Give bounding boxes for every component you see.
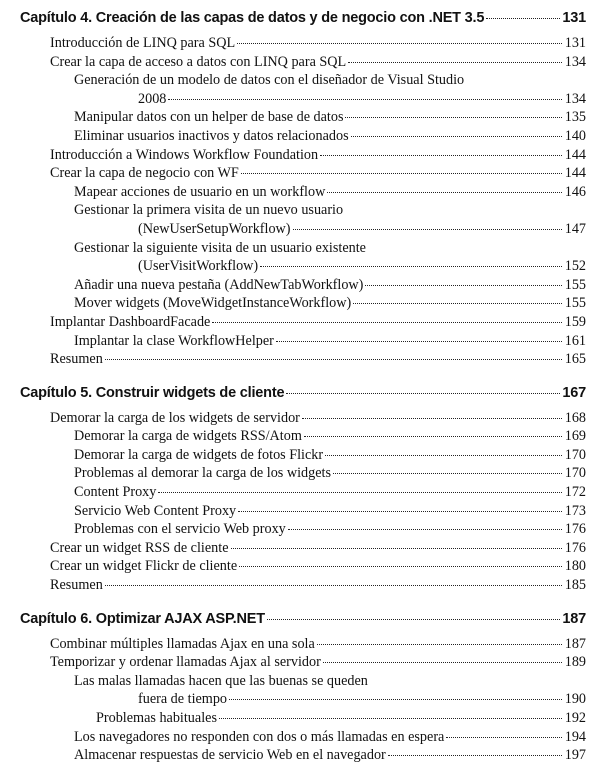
entry-title: Las malas llamadas hacen que las buenas se queden (74, 672, 368, 689)
entry-title: Gestionar la primera visita de un nuevo usuario (74, 202, 344, 219)
entry-page-number: 135 (564, 109, 586, 126)
dot-leader (105, 585, 562, 586)
entry-title: Mapear acciones de usuario en un workflow (74, 183, 326, 200)
entry-title: Content Proxy (74, 484, 157, 501)
entry-page-number: 155 (564, 295, 586, 312)
entry-page-number: 185 (564, 577, 586, 594)
entry-page-number: 159 (564, 313, 586, 330)
dot-leader (212, 322, 562, 323)
entry-page-number: 190 (564, 691, 586, 708)
dot-leader (353, 303, 562, 304)
entry-title: Manipular datos con un helper de base de datos (74, 109, 344, 126)
entry-page-number: 170 (564, 446, 586, 463)
entry-title: Demorar la carga de los widgets de servidor (50, 409, 300, 426)
dot-leader (288, 529, 562, 530)
chapter-heading[interactable] (20, 383, 586, 403)
toc-entry[interactable] (20, 446, 586, 465)
entry-page-number: 161 (564, 332, 586, 349)
chapter-section (20, 383, 586, 595)
toc-entry[interactable] (20, 539, 586, 558)
entry-page-number: 168 (564, 409, 586, 426)
entry-page-number: 152 (564, 258, 586, 275)
entry-title: Crear la capa de acceso a datos con LINQ para SQL (50, 53, 347, 70)
entry-title: Combinar múltiples llamadas Ajax en una sola (50, 635, 315, 652)
toc-entry[interactable] (20, 502, 586, 521)
toc-entry[interactable] (20, 653, 586, 672)
chapter-page-number: 131 (562, 10, 586, 26)
entry-page-number: 140 (564, 127, 586, 144)
toc-entry[interactable] (20, 746, 586, 765)
toc-entry[interactable] (20, 164, 586, 183)
toc-entry[interactable] (20, 34, 586, 53)
toc-entry[interactable] (20, 201, 586, 220)
toc-entry[interactable] (20, 409, 586, 428)
chapter-title: Capítulo 6. Optimizar AJAX ASP.NET (20, 610, 265, 627)
dot-leader (446, 737, 562, 738)
dot-leader (158, 492, 562, 493)
chapter-title: Capítulo 5. Construir widgets de cliente (20, 384, 285, 401)
toc-entry[interactable] (20, 127, 586, 146)
entry-page-number: 134 (564, 90, 586, 107)
entry-title: Problemas habituales (96, 710, 217, 726)
dot-leader (260, 266, 562, 267)
chapter-page-number: 187 (562, 610, 586, 627)
toc-entry-continuation[interactable] (20, 90, 586, 109)
entry-page-number: 155 (564, 276, 586, 293)
entry-page-number: 134 (564, 53, 586, 70)
chapter-section (20, 8, 586, 369)
entry-title: Temporizar y ordenar llamadas Ajax al servidor (50, 654, 321, 671)
toc-entry[interactable] (20, 728, 586, 747)
dot-leader (351, 136, 562, 137)
chapter-heading[interactable] (20, 8, 586, 28)
entry-title: Los navegadores no responden con dos o más llamadas en espera (74, 728, 445, 745)
entry-page-number: 146 (564, 183, 586, 200)
toc-entry-continuation[interactable] (20, 690, 586, 709)
dot-leader (320, 155, 562, 156)
entry-title: Crear un widget Flickr de cliente (50, 558, 238, 575)
entry-page-number: 147 (564, 220, 586, 237)
dot-leader (241, 173, 562, 174)
entry-page-number: 176 (564, 539, 586, 556)
dot-leader (237, 43, 562, 44)
dot-leader (345, 117, 562, 118)
entry-page-number: 192 (564, 710, 586, 726)
entry-title-continuation: fuera de tiempo (138, 691, 228, 708)
entry-page-number: 131 (564, 35, 586, 51)
dot-leader (286, 393, 560, 394)
dot-leader (239, 566, 562, 567)
entry-title: Crear un widget RSS de cliente (50, 539, 229, 556)
entry-title: Mover widgets (MoveWidgetInstanceWorkflow) (74, 295, 352, 312)
entry-title: Problemas al demorar la carga de los widgets (74, 465, 332, 482)
entry-title: Problemas con el servicio Web proxy (74, 521, 286, 538)
chapter-section (20, 609, 586, 765)
toc-entry[interactable] (20, 108, 586, 127)
dot-leader (348, 62, 562, 63)
entry-page-number: 144 (564, 146, 586, 163)
dot-leader (267, 619, 561, 620)
entry-page-number: 173 (564, 502, 586, 519)
dot-leader (168, 99, 562, 100)
toc-entry[interactable] (20, 71, 586, 90)
entry-title: Implantar DashboardFacade (50, 313, 211, 330)
dot-leader (293, 229, 562, 230)
toc-entry-continuation[interactable] (20, 257, 586, 276)
entry-title: Implantar la clase WorkflowHelper (74, 332, 274, 349)
entry-page-number: 197 (564, 747, 586, 764)
entry-page-number: 187 (564, 635, 586, 652)
dot-leader (365, 285, 562, 286)
dot-leader (219, 718, 562, 719)
toc-entry[interactable] (20, 427, 586, 446)
entry-title: Demorar la carga de widgets RSS/Atom (74, 428, 302, 445)
toc-entry[interactable] (20, 483, 586, 502)
entry-page-number: 165 (564, 351, 586, 368)
toc-entry[interactable] (20, 53, 586, 72)
chapter-heading[interactable] (20, 609, 586, 629)
entry-page-number: 194 (564, 728, 586, 745)
dot-leader (333, 473, 562, 474)
toc-entry[interactable] (20, 709, 586, 728)
toc-entry[interactable] (20, 464, 586, 483)
toc-entry[interactable] (20, 276, 586, 295)
entry-title-continuation: 2008 (138, 90, 167, 107)
dot-leader (327, 192, 562, 193)
entry-title: Eliminar usuarios inactivos y datos relacionados (74, 127, 349, 144)
entry-title: Introducción a Windows Workflow Foundation (50, 146, 319, 163)
dot-leader (105, 359, 562, 360)
dot-leader (323, 662, 562, 663)
toc-entry-continuation[interactable] (20, 220, 586, 239)
entry-title: Introducción de LINQ para SQL (50, 35, 236, 51)
entry-title-continuation: (NewUserSetupWorkflow) (138, 220, 291, 237)
toc-entry[interactable] (20, 313, 586, 332)
dot-leader (229, 699, 562, 700)
toc-entry[interactable] (20, 146, 586, 165)
entry-page-number: 170 (564, 465, 586, 482)
toc-entry[interactable] (20, 520, 586, 539)
toc-entry[interactable] (20, 557, 586, 576)
chapter-page-number: 167 (562, 384, 586, 401)
dot-leader (304, 436, 562, 437)
entry-page-number: 172 (564, 484, 586, 501)
dot-leader (317, 644, 562, 645)
entry-title: Generación de un modelo de datos con el diseñador de Visual Studio (74, 72, 465, 89)
toc-entry[interactable] (20, 332, 586, 351)
toc-entry[interactable] (20, 183, 586, 202)
toc-entry[interactable] (20, 239, 586, 258)
dot-leader (231, 548, 563, 549)
entry-title-continuation: (UserVisitWorkflow) (138, 258, 259, 275)
toc-entry[interactable] (20, 294, 586, 313)
entry-title: Gestionar la siguiente visita de un usuario existente (74, 239, 366, 256)
entry-title: Servicio Web Content Proxy (74, 502, 237, 519)
toc-entry[interactable] (20, 576, 586, 595)
entry-page-number: 189 (564, 654, 586, 671)
chapter-title: Capítulo 4. Creación de las capas de datos y de negocio con .NET 3.5 (20, 10, 485, 26)
entry-page-number: 176 (564, 521, 586, 538)
dot-leader (238, 511, 562, 512)
entry-page-number: 144 (564, 165, 586, 182)
toc-entry[interactable] (20, 672, 586, 691)
dot-leader (276, 341, 562, 342)
toc-entry[interactable] (20, 350, 586, 369)
entry-title: Almacenar respuestas de servicio Web en el navegador (74, 747, 386, 764)
toc-entry[interactable] (20, 635, 586, 654)
dot-leader (325, 455, 562, 456)
entry-page-number: 180 (564, 558, 586, 575)
dot-leader (388, 755, 562, 756)
entry-title: Demorar la carga de widgets de fotos Flickr (74, 446, 324, 463)
entry-page-number: 169 (564, 428, 586, 445)
dot-leader (302, 418, 562, 419)
entry-title: Añadir una nueva pestaña (AddNewTabWorkflow) (74, 276, 364, 293)
entry-title: Crear la capa de negocio con WF (50, 165, 239, 182)
dot-leader (486, 18, 560, 19)
entry-title: Resumen (50, 351, 103, 368)
entry-title: Resumen (50, 577, 103, 594)
